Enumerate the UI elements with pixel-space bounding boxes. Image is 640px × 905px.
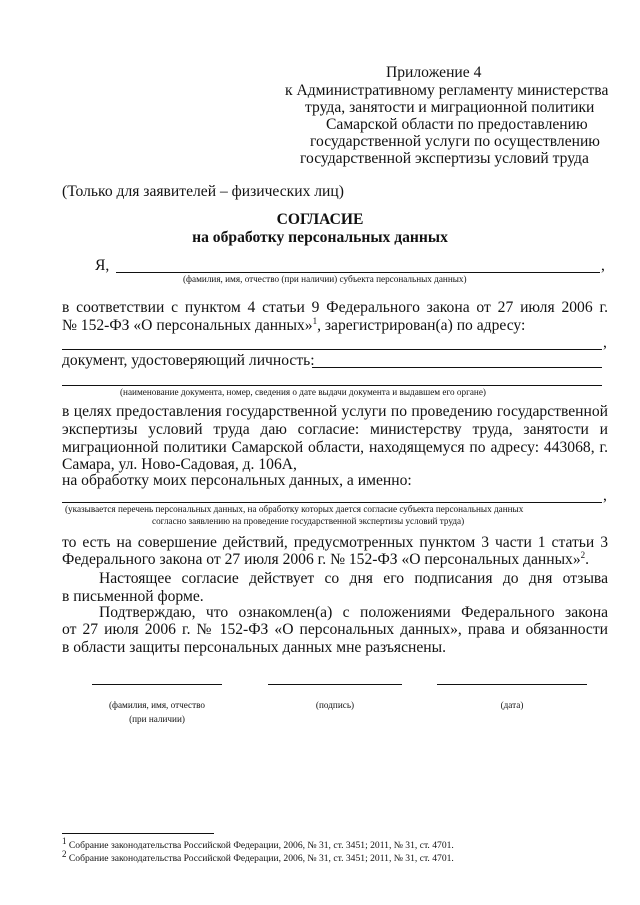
applicants-note: (Только для заявителей – физических лиц): [62, 183, 344, 200]
paragraph-line: от 27 июля 2006 г. № 152-ФЗ «О персональных данных», права и обязанности: [62, 621, 608, 638]
appendix-line: к Административному регламенту министерства: [285, 82, 609, 99]
paragraph-line: Федерального закона от 27 июля 2006 г. № 152-ФЗ «О персональных данных»$^2$.: [62, 549, 590, 568]
footnote-separator: [62, 833, 214, 834]
full-name-signature-field[interactable]: [92, 684, 222, 685]
paragraph-line: то есть на совершение действий, предусмотренных пунктом 3 части 1 статьи 3: [62, 534, 608, 551]
paragraph-line: экспертизы условий труда даю согласие: министерству труда, занятости и: [62, 421, 608, 438]
list-caption: согласно заявлению на проведение государственной экспертизы условий труда): [152, 516, 465, 526]
footnote-ref: 1: [312, 315, 318, 326]
page-title: СОГЛАСИЕ: [276, 211, 364, 228]
page-subtitle: на обработку персональных данных: [192, 229, 448, 246]
footnote: $^2$ Собрание законодательства Российской Федерации, 2006, № 31, ст. 3451; 2011, № 31, ст. 4701.: [62, 848, 454, 864]
paragraph-line: в письменной форме.: [62, 588, 204, 605]
paragraph-line: Самара, ул. Ново-Садовая, д. 106А,: [62, 456, 297, 473]
paragraph-line: Настоящее согласие действует со дня его подписания до дня отзыва: [99, 570, 608, 587]
id-document-field[interactable]: [312, 367, 602, 368]
name-caption: (фамилия, имя, отчество (при наличии) субъекта персональных данных): [183, 274, 467, 284]
date-caption: (дата): [500, 700, 524, 710]
paragraph-line: в целях предоставления государственной услуги по проведению государственной: [62, 403, 608, 420]
appendix-line: государственной услуги по осуществлению: [310, 133, 600, 150]
signature-field[interactable]: [268, 684, 402, 685]
date-field[interactable]: [437, 684, 587, 685]
appendix-line: государственной экспертизы условий труда: [300, 150, 589, 167]
paragraph-line: на обработку моих персональных данных, а именно:: [62, 472, 412, 489]
paragraph-line: в соответствии с пунктом 4 статьи 9 Федерального закона от 27 июля 2006 г.: [62, 299, 608, 316]
paragraph-line: № 152-ФЗ «О персональных данных»$^1$, зарегистрирован(а) по адресу:: [62, 315, 526, 334]
fio-caption: (фамилия, имя, отчество: [108, 700, 206, 710]
comma: ,: [601, 257, 605, 274]
appendix-line: Самарской области по предоставлению: [326, 116, 588, 133]
comma: ,: [603, 334, 607, 351]
id-document-label: документ, удостоверяющий личность:: [62, 352, 315, 369]
paragraph-line: Подтверждаю, что ознакомлен(а) с положениями Федерального закона: [99, 604, 608, 621]
document-caption: (наименование документа, номер, сведения о дате выдачи документа и выдавшем его органе): [120, 387, 486, 397]
personal-data-list-field[interactable]: [62, 502, 602, 503]
signature-caption: (подпись): [315, 700, 355, 710]
appendix-line: труда, занятости и миграционной политики: [305, 99, 595, 116]
paragraph-line: в области защиты персональных данных мне разъяснены.: [62, 639, 447, 656]
footnote-ref: 2: [580, 549, 586, 560]
comma: ,: [603, 487, 607, 504]
id-document-details-field[interactable]: [62, 385, 602, 386]
fio-caption: (при наличии): [129, 714, 185, 724]
ya-label: Я,: [95, 257, 110, 274]
full-name-field[interactable]: [116, 272, 600, 273]
list-caption: (указывается перечень персональных данных, на обработку которых дается согласие субъекта персональных данных: [65, 504, 524, 514]
footnote: $^1$ Собрание законодательства Российской Федерации, 2006, № 31, ст. 3451; 2011, № 31, ст. 4701.: [62, 835, 454, 851]
paragraph-line: миграционной политики Самарской области, находящемуся по адресу: 443068, г.: [62, 439, 608, 456]
address-field[interactable]: [62, 349, 602, 350]
appendix-number: Приложение 4: [386, 64, 482, 81]
